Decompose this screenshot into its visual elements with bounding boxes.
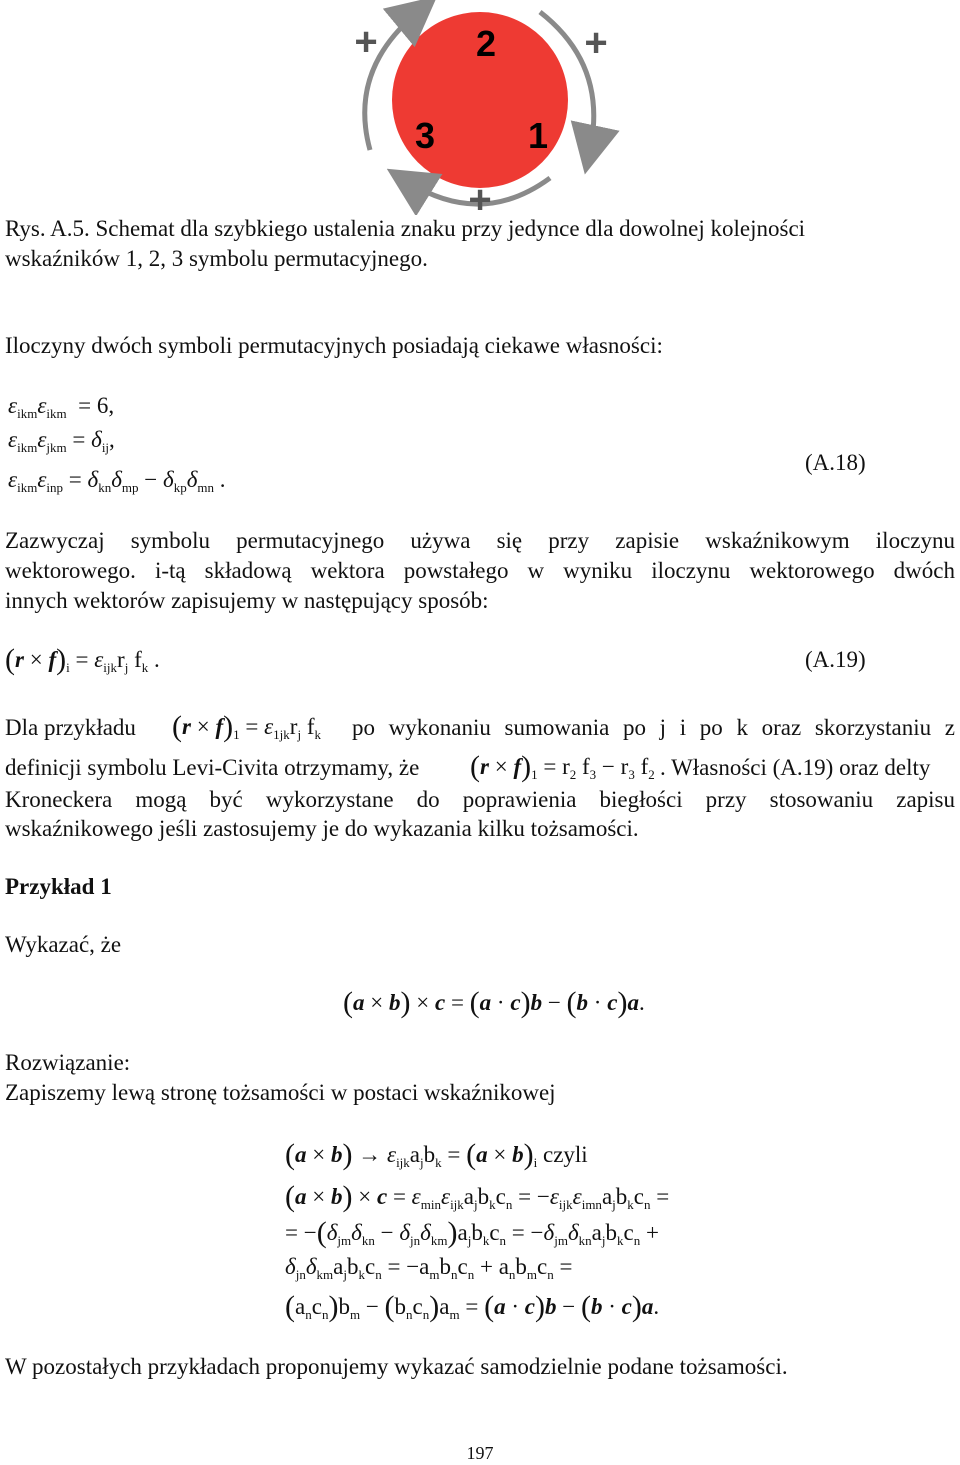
equation-a18-line3: $\varepsilon_{ikm}\varepsilon_{inp} = \delta_{kn}\delta_{mp} - \delta_{kp}\delta_{mn}$ . — [8, 467, 226, 495]
plus-sign-left: + — [354, 20, 378, 64]
para3-lead: Dla przykładu — [5, 715, 136, 740]
caption-line-2: wskaźników 1, 2, 3 symbolu permutacyjnego. — [5, 246, 428, 271]
identity-to-prove: (a × b) × c = (a · c)b − (b · c)a. — [343, 986, 645, 1019]
solution-eq-line2: $(a \times b) \times c = \varepsilon_{min}\varepsilon_{ijk}a_jb_kc_n = -\varepsilon_{ijk}\varepsilon_{imn}a_jb_kc_n$ = — [285, 1180, 670, 1213]
example-heading: Przykład 1 — [5, 874, 112, 899]
para3-line2a: definicji symbolu Levi-Civita otrzymamy, że — [5, 755, 420, 780]
para3-line4: wskaźnikowego jeśli zastosujemy je do wykazania kilku tożsamości. — [5, 816, 639, 841]
figure-label-3: 3 — [414, 115, 436, 156]
equation-a19-label: (A.19) — [805, 647, 866, 672]
para2-line2: wektorowego. i-tą składową wektora powstałego w wyniku iloczynu wektorowego dwóch — [5, 558, 955, 583]
caption-line-1: Rys. A.5. Schemat dla szybkiego ustalenia znaku przy jedynce dla dowolnej kolejności — [5, 216, 806, 241]
equation-a18-line1: $\varepsilon_{ikm}\varepsilon_{ikm} = 6$, — [8, 393, 115, 421]
equation-inline-1: $(r \times f)_1 = \varepsilon_{1jk}r_j$ $f_k$ — [172, 710, 322, 743]
para3-line3: Kroneckera mogą być wykorzystane do poprawienia biegłości przy stosowaniu zapisu — [5, 787, 955, 812]
equation-a18-label: (A.18) — [805, 450, 866, 475]
para3-line2b: . Własności (A.19) oraz delty — [660, 755, 931, 780]
figure-label-1: 1 — [527, 115, 549, 156]
solution-eq-line5: $(a_nc_n)b_m - (b_nc_n)a_m = (a \cdot c)b - (b \cdot c)a$. — [285, 1290, 660, 1323]
czyli-word: czyli — [542, 1142, 588, 1167]
para2-line1: Zazwyczaj symbolu permutacyjnego używa się przy zapisie wskaźnikowym iloczynu — [5, 528, 955, 553]
para2-line3: innych wektorów zapisujemy w następujący sposób: — [5, 588, 489, 613]
equation-a18-line2: $\varepsilon_{ikm}\varepsilon_{jkm} = \delta_{ij}$, — [8, 427, 115, 455]
solution-eq-line3: = $-(\delta_{jm}\delta_{kn} - \delta_{jn}\delta_{km})a_jb_kc_n = -\delta_{jm}\delta_{kn}a_jb_kc_n$ + — [285, 1216, 659, 1249]
solution-eq-line1: $(a \times b) \to \varepsilon_{ijk}a_jb_k = (a \times b)_i$ czyli — [285, 1138, 588, 1171]
solution-text: Zapiszemy lewą stronę tożsamości w postaci wskaźnikowej — [5, 1080, 556, 1105]
plus-sign-bottom: + — [468, 178, 492, 215]
equation-inline-2: $(r \times f)_1 = r_2$ $f_3 - r_3$ $f_2$ — [470, 750, 655, 783]
solution-label: Rozwiązanie: — [5, 1050, 131, 1075]
figure-label-2: 2 — [475, 23, 497, 64]
solution-eq-line4: $\delta_{jn}\delta_{km}a_jb_kc_n = -a_mb_nc_n + a_nb_mc_n$ = — [285, 1254, 573, 1282]
page-number: 197 — [466, 1443, 494, 1463]
plus-sign-right: + — [584, 21, 608, 65]
intro-text: Iloczyny dwóch symboli permutacyjnych posiadają ciekawe własności: — [5, 333, 663, 358]
closing-text: W pozostałych przykładach proponujemy wykazać samodzielnie podane tożsamości. — [5, 1354, 788, 1379]
task-text: Wykazać, że — [5, 932, 122, 957]
permutation-cycle-figure — [340, 0, 620, 215]
equation-a19: $(r \times f)_i = \varepsilon_{ijk}r_j$ $f_k$ . — [5, 643, 160, 676]
para3-after: po wykonaniu sumowania po j i po k oraz skorzystaniu z — [352, 715, 955, 740]
